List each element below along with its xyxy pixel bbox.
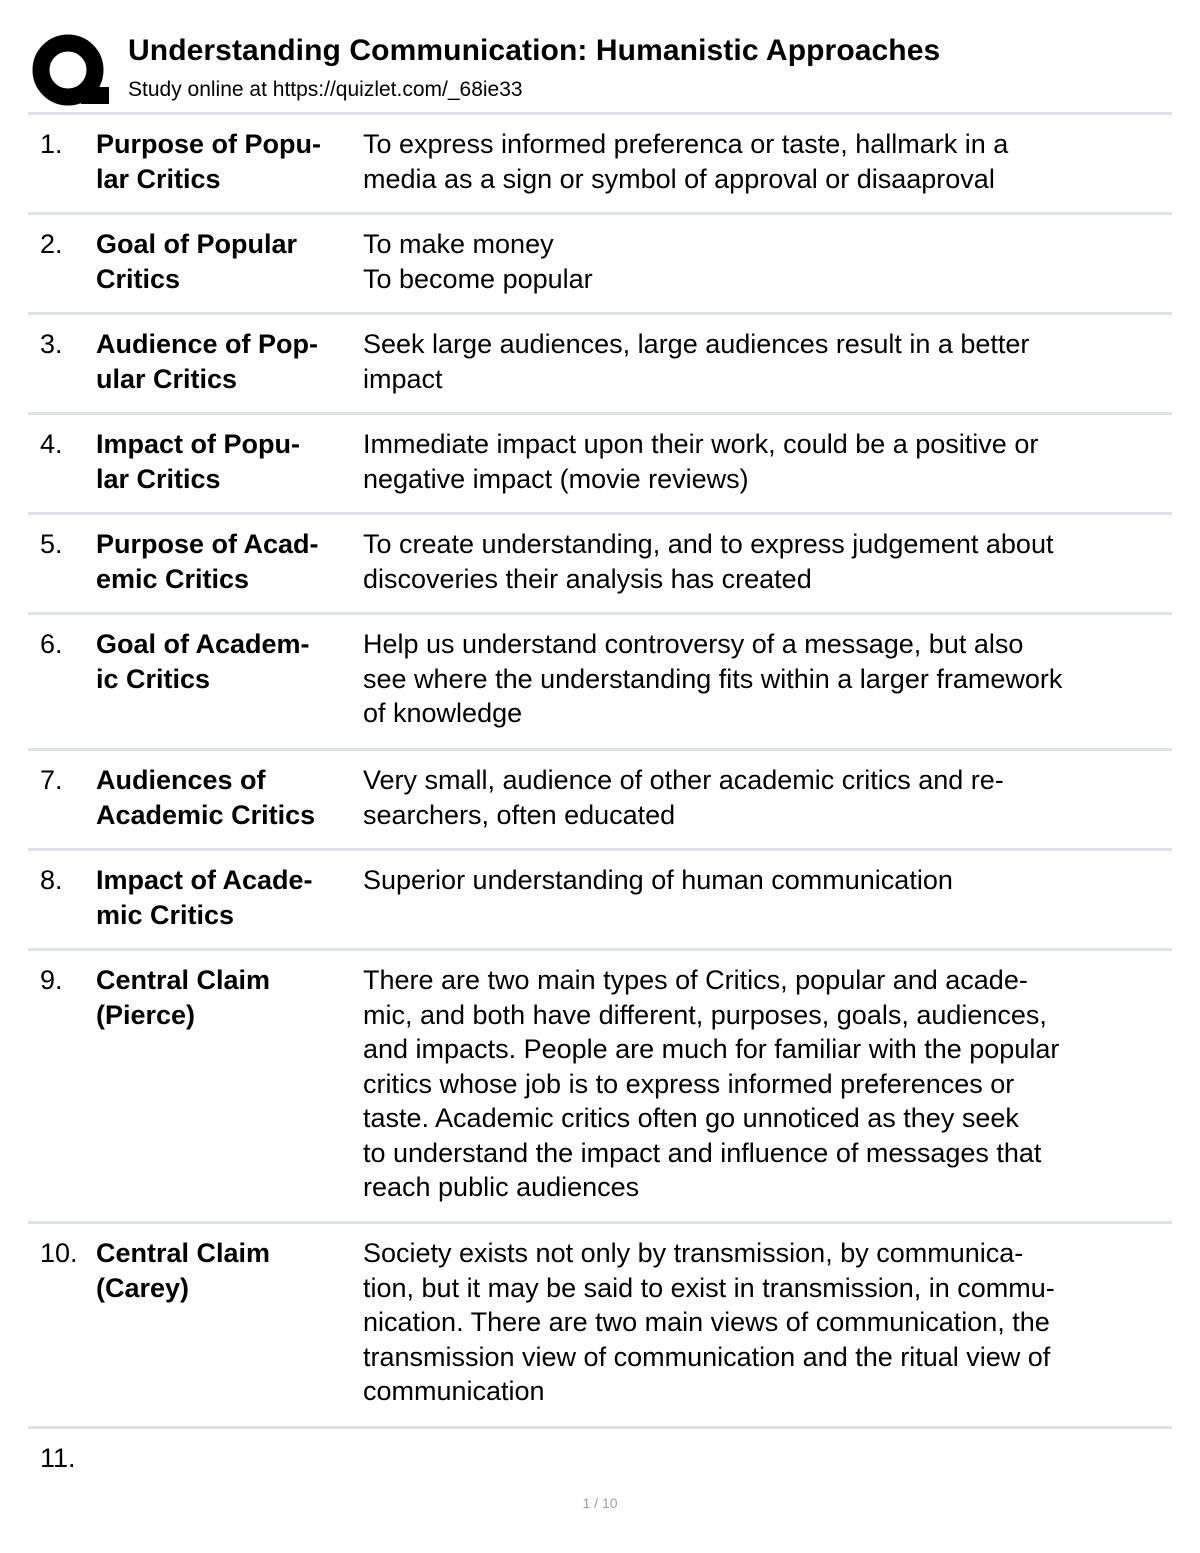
flashcard-row <box>28 1224 1172 1429</box>
card-term: Audiences of Academic Critics <box>96 765 316 830</box>
card-term: Goal of Academ- ic Critics <box>96 629 310 694</box>
flashcard-row <box>28 115 1172 215</box>
card-number: 5. <box>40 529 63 559</box>
card-number: 4. <box>40 429 63 459</box>
quizlet-logo-icon <box>31 32 111 112</box>
card-number: 2. <box>40 229 63 259</box>
card-number: 9. <box>40 965 63 995</box>
flashcard-row <box>28 1429 1172 1489</box>
card-definition: Superior understanding of human communication <box>363 865 953 895</box>
flashcard-row <box>28 951 1172 1224</box>
card-term: Goal of Popular Critics <box>96 229 298 294</box>
card-definition: There are two main types of Critics, popular and acade- mic, and both have different, purposes, goals, audiences, and impacts. People are much for familiar with the popular critics whose job is to express informed preferences or taste. Academic critics often go unnoticed as they seek to understand the impact and influence of messages that reach public audiences <box>363 965 1060 1202</box>
flashcard-row <box>28 851 1172 951</box>
card-term: Audience of Pop- ular Critics <box>96 329 318 394</box>
document-header <box>28 28 1172 112</box>
card-term: Impact of Popu- lar Critics <box>96 429 300 494</box>
card-definition: Immediate impact upon their work, could be a positive or negative impact (movie reviews) <box>363 429 1039 494</box>
card-definition: To create understanding, and to express judgement about discoveries their analysis has created <box>363 529 1054 594</box>
card-number: 3. <box>40 329 63 359</box>
card-term: Central Claim (Pierce) <box>96 965 271 1030</box>
flashcard-row <box>28 215 1172 315</box>
card-number: 7. <box>40 765 63 795</box>
card-number: 8. <box>40 865 63 895</box>
card-term: Impact of Acade- mic Critics <box>96 865 313 930</box>
card-definition: To make money To become popular <box>363 229 593 294</box>
card-term: Purpose of Acad- emic Critics <box>96 529 319 594</box>
card-definition: Seek large audiences, large audiences result in a better impact <box>363 329 1030 394</box>
flashcard-row <box>28 615 1172 751</box>
card-definition: Help us understand controversy of a message, but also see where the understanding fits within a larger framework of knowledge <box>363 629 1063 728</box>
card-number: 10. <box>40 1238 78 1268</box>
document-title: Understanding Communication: Humanistic Approaches <box>128 34 941 67</box>
flashcard-row <box>28 751 1172 851</box>
card-term: Purpose of Popu- lar Critics <box>96 129 321 194</box>
card-definition: Very small, audience of other academic critics and re- searchers, often educated <box>363 765 1004 830</box>
card-definition: To express informed preferenca or taste, hallmark in a media as a sign or symbol of approval or disaaproval <box>363 129 1009 194</box>
card-definition: Society exists not only by transmission, by communica- tion, but it may be said to exist in transmission, in commu- nication. There are two main views of communication, the transmission view of communication and the ritual view of communication <box>363 1238 1055 1406</box>
card-number: 1. <box>40 129 63 159</box>
flashcard-row <box>28 415 1172 515</box>
page-indicator: 1 / 10 <box>582 1495 618 1511</box>
card-term: Central Claim (Carey) <box>96 1238 271 1303</box>
flashcard-row <box>28 515 1172 615</box>
card-number: 11. <box>40 1443 76 1473</box>
study-online-link[interactable]: Study online at https://quizlet.com/_68ie33 <box>128 78 523 101</box>
flashcard-row <box>28 315 1172 415</box>
flashcard-list <box>28 115 1172 1489</box>
card-number: 6. <box>40 629 63 659</box>
